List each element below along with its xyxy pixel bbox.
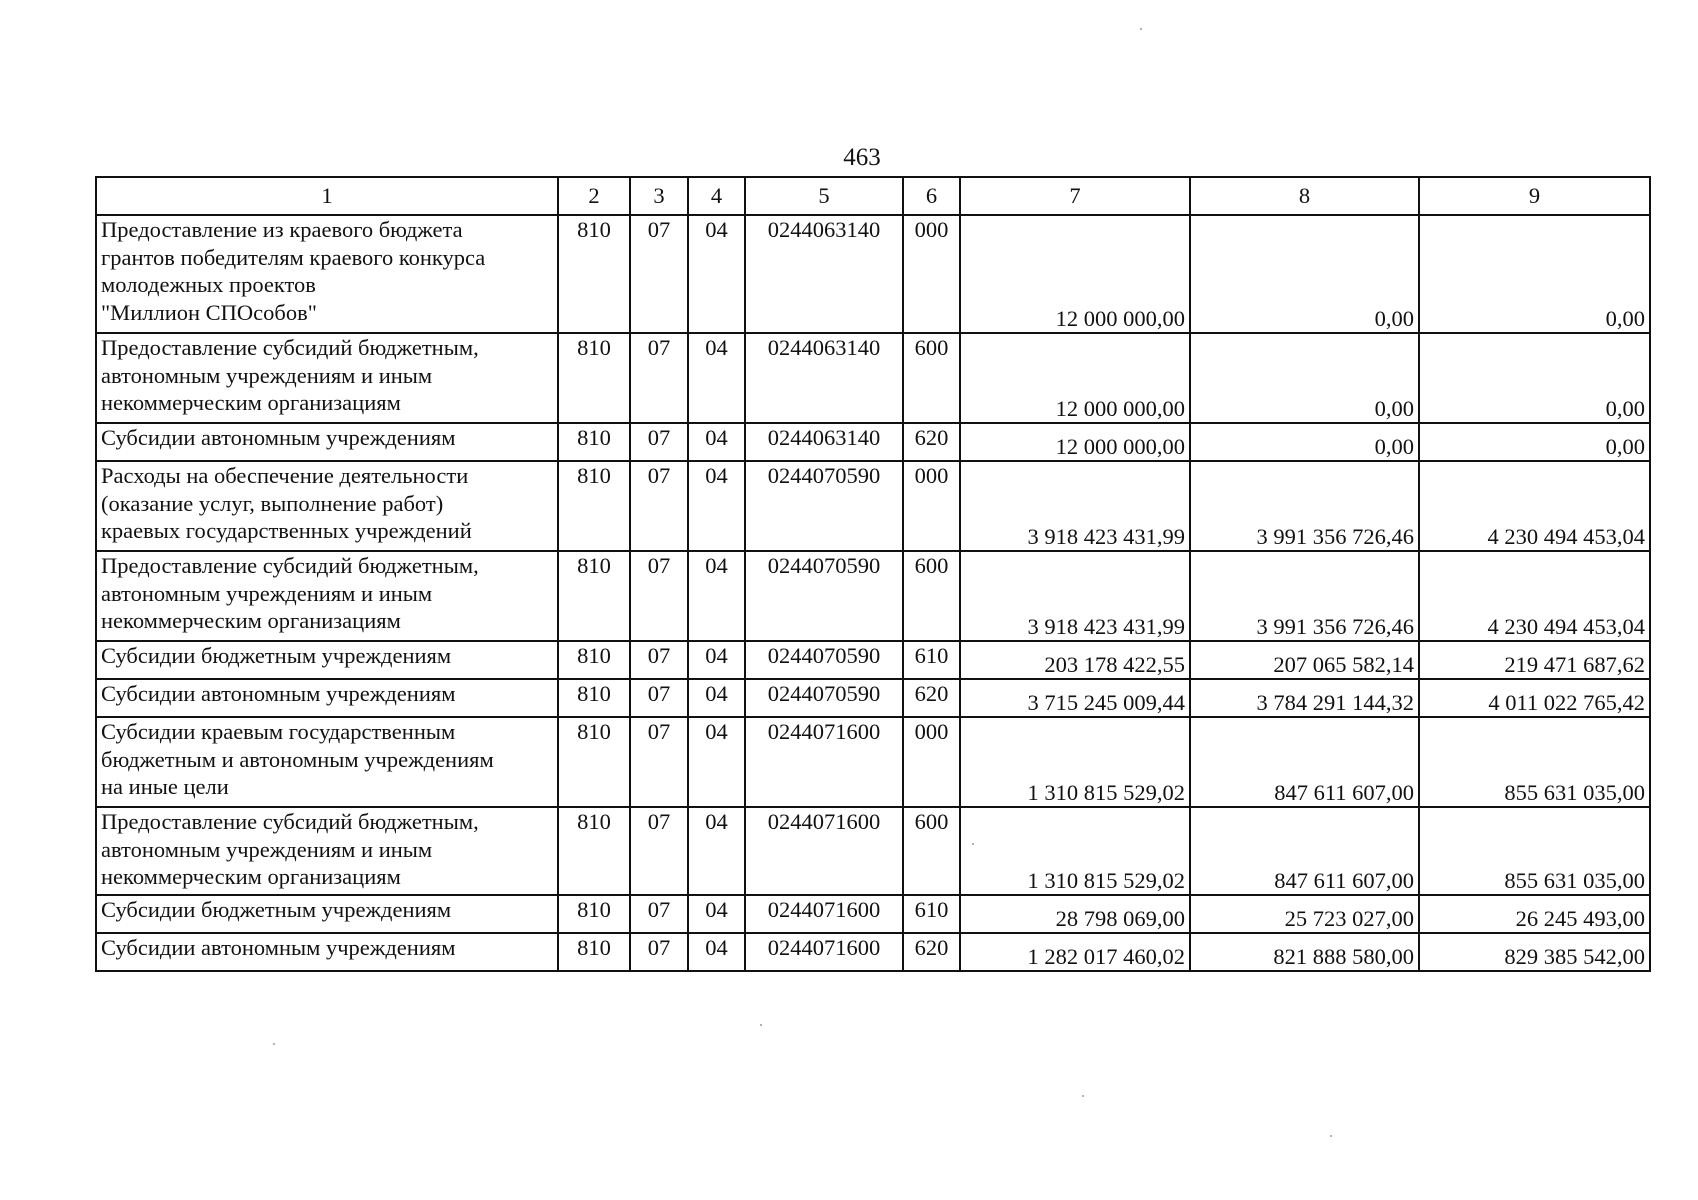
- row-col-7: 12 000 000,00: [960, 333, 1190, 423]
- row-col-3: 07: [630, 333, 688, 423]
- row-col-9: 4 011 022 765,42: [1419, 679, 1650, 717]
- row-col-5: 0244071600: [745, 807, 903, 895]
- row-col-6: 610: [903, 641, 960, 679]
- header-col-5: 5: [745, 177, 903, 215]
- scan-speck: [1082, 1095, 1084, 1097]
- header-col-7: 7: [960, 177, 1190, 215]
- row-col-5: 0244063140: [745, 333, 903, 423]
- row-col-8: 3 991 356 726,46: [1190, 461, 1419, 551]
- header-col-3: 3: [630, 177, 688, 215]
- row-col-5: 0244070590: [745, 461, 903, 551]
- scan-speck: [972, 843, 974, 845]
- row-col-4: 04: [688, 717, 745, 807]
- table-row: [96, 423, 1650, 461]
- table-row: [96, 641, 1650, 679]
- row-col-3: 07: [630, 717, 688, 807]
- row-col-5: 0244063140: [745, 215, 903, 333]
- row-col-7: 3 918 423 431,99: [960, 461, 1190, 551]
- header-col-1: 1: [96, 177, 558, 215]
- row-col-6: 000: [903, 461, 960, 551]
- row-col-6: 000: [903, 717, 960, 807]
- row-col-3: 07: [630, 215, 688, 333]
- row-col-2: 810: [558, 461, 630, 551]
- row-col-2: 810: [558, 679, 630, 717]
- header-col-2: 2: [558, 177, 630, 215]
- row-col-3: 07: [630, 641, 688, 679]
- row-col-9: 829 385 542,00: [1419, 933, 1650, 971]
- row-name: Субсидии бюджетным учреждениям: [96, 641, 558, 679]
- row-col-2: 810: [558, 215, 630, 333]
- header-row: [96, 177, 1650, 215]
- row-col-6: 620: [903, 679, 960, 717]
- row-col-9: 0,00: [1419, 423, 1650, 461]
- row-col-8: 25 723 027,00: [1190, 895, 1419, 933]
- header-col-8: 8: [1190, 177, 1419, 215]
- scan-speck: [273, 1043, 275, 1045]
- row-col-5: 0244070590: [745, 641, 903, 679]
- row-col-9: 0,00: [1419, 215, 1650, 333]
- row-col-8: 847 611 607,00: [1190, 807, 1419, 895]
- row-col-2: 810: [558, 807, 630, 895]
- row-col-7: 1 282 017 460,02: [960, 933, 1190, 971]
- row-col-6: 620: [903, 933, 960, 971]
- table-row: [96, 333, 1650, 423]
- row-col-6: 620: [903, 423, 960, 461]
- row-col-9: 4 230 494 453,04: [1419, 461, 1650, 551]
- scan-speck: [1140, 28, 1142, 30]
- row-name: Предоставление субсидий бюджетным, автономным учреждениям и иным некоммерческим организациям: [96, 551, 558, 641]
- row-name: Предоставление субсидий бюджетным, автономным учреждениям и иным некоммерческим организациям: [96, 333, 558, 423]
- header-col-4: 4: [688, 177, 745, 215]
- row-col-3: 07: [630, 461, 688, 551]
- row-col-6: 610: [903, 895, 960, 933]
- table-row: [96, 807, 1650, 895]
- row-name: Субсидии автономным учреждениям: [96, 423, 558, 461]
- scan-speck: [760, 1024, 762, 1026]
- table-row: [96, 717, 1650, 807]
- table-row: [96, 461, 1650, 551]
- row-col-4: 04: [688, 461, 745, 551]
- row-col-9: 26 245 493,00: [1419, 895, 1650, 933]
- row-col-7: 3 715 245 009,44: [960, 679, 1190, 717]
- row-name: Предоставление субсидий бюджетным, автономным учреждениям и иным некоммерческим организациям: [96, 807, 558, 895]
- row-col-8: 821 888 580,00: [1190, 933, 1419, 971]
- row-col-8: 0,00: [1190, 333, 1419, 423]
- row-col-5: 0244071600: [745, 895, 903, 933]
- row-col-4: 04: [688, 641, 745, 679]
- row-col-3: 07: [630, 933, 688, 971]
- table-row: [96, 933, 1650, 971]
- row-col-5: 0244070590: [745, 679, 903, 717]
- row-col-8: 0,00: [1190, 215, 1419, 333]
- row-col-6: 600: [903, 551, 960, 641]
- scan-speck: [1330, 1135, 1332, 1137]
- table-row: [96, 895, 1650, 933]
- row-col-4: 04: [688, 807, 745, 895]
- row-col-9: 4 230 494 453,04: [1419, 551, 1650, 641]
- row-col-9: 0,00: [1419, 333, 1650, 423]
- row-col-2: 810: [558, 717, 630, 807]
- row-col-4: 04: [688, 423, 745, 461]
- row-col-3: 07: [630, 551, 688, 641]
- row-col-6: 000: [903, 215, 960, 333]
- row-col-4: 04: [688, 933, 745, 971]
- row-col-4: 04: [688, 551, 745, 641]
- row-col-2: 810: [558, 551, 630, 641]
- table-row: [96, 679, 1650, 717]
- row-col-3: 07: [630, 679, 688, 717]
- row-col-5: 0244063140: [745, 423, 903, 461]
- row-col-4: 04: [688, 679, 745, 717]
- row-col-8: 3 784 291 144,32: [1190, 679, 1419, 717]
- budget-table: [95, 176, 1651, 972]
- row-col-3: 07: [630, 423, 688, 461]
- row-col-7: 12 000 000,00: [960, 423, 1190, 461]
- row-col-3: 07: [630, 895, 688, 933]
- row-col-2: 810: [558, 423, 630, 461]
- row-col-2: 810: [558, 895, 630, 933]
- row-col-5: 0244070590: [745, 551, 903, 641]
- row-col-4: 04: [688, 895, 745, 933]
- row-col-7: 12 000 000,00: [960, 215, 1190, 333]
- row-col-2: 810: [558, 641, 630, 679]
- row-col-2: 810: [558, 333, 630, 423]
- row-col-8: 847 611 607,00: [1190, 717, 1419, 807]
- row-col-9: 855 631 035,00: [1419, 807, 1650, 895]
- row-col-8: 0,00: [1190, 423, 1419, 461]
- table-row: [96, 551, 1650, 641]
- row-name: Субсидии автономным учреждениям: [96, 933, 558, 971]
- header-col-9: 9: [1419, 177, 1650, 215]
- row-col-3: 07: [630, 807, 688, 895]
- row-name: Субсидии краевым государственным бюджетным и автономным учреждениям на иные цели: [96, 717, 558, 807]
- row-col-9: 855 631 035,00: [1419, 717, 1650, 807]
- row-col-7: 203 178 422,55: [960, 641, 1190, 679]
- page-number: 463: [843, 144, 881, 171]
- row-name: Субсидии бюджетным учреждениям: [96, 895, 558, 933]
- row-col-2: 810: [558, 933, 630, 971]
- row-col-8: 3 991 356 726,46: [1190, 551, 1419, 641]
- row-col-6: 600: [903, 333, 960, 423]
- row-col-5: 0244071600: [745, 717, 903, 807]
- row-col-7: 28 798 069,00: [960, 895, 1190, 933]
- row-col-4: 04: [688, 333, 745, 423]
- row-name: Расходы на обеспечение деятельности (оказание услуг, выполнение работ) краевых государственных учреждений: [96, 461, 558, 551]
- row-name: Предоставление из краевого бюджета грантов победителям краевого конкурса молодежных проектов "Миллион СПОсобов": [96, 215, 558, 333]
- row-col-5: 0244071600: [745, 933, 903, 971]
- row-col-7: 3 918 423 431,99: [960, 551, 1190, 641]
- row-name: Субсидии автономным учреждениям: [96, 679, 558, 717]
- table-row: [96, 215, 1650, 333]
- row-col-4: 04: [688, 215, 745, 333]
- row-col-7: 1 310 815 529,02: [960, 807, 1190, 895]
- header-col-6: 6: [903, 177, 960, 215]
- row-col-9: 219 471 687,62: [1419, 641, 1650, 679]
- row-col-7: 1 310 815 529,02: [960, 717, 1190, 807]
- row-col-8: 207 065 582,14: [1190, 641, 1419, 679]
- row-col-6: 600: [903, 807, 960, 895]
